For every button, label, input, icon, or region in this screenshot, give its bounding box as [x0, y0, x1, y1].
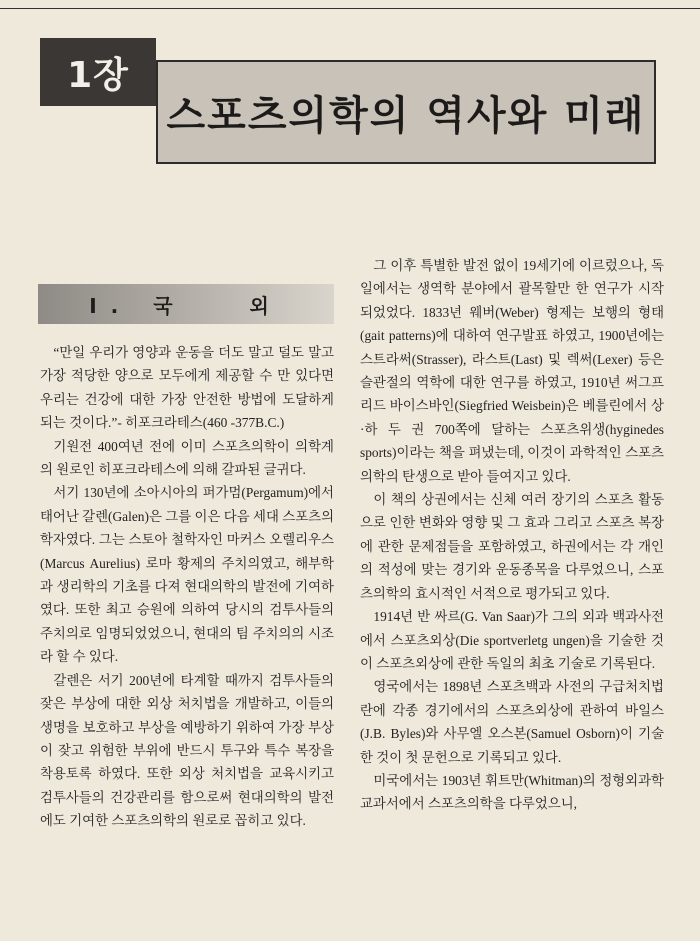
section-heading-text: I. 국 외	[89, 293, 283, 318]
paragraph: 그 이후 특별한 발전 없이 19세기에 이르렀으나, 독일에서는 생역학 분야에서 괄목할만 한 연구가 시작 되었었다. 1833년 웨버(Weber) 형제는 보행의 형태(gait patterns)에 대하여 연구발표 하였고, 1900년에는 스트라써(Strasser), 라스트(Last) 및 렉써(Lexer) 등은 슬관절의 역학에 대한 연구를 하였고, 1910년 써그프리드 바이스바인(Siegfried Weisbein)은 베를린에서 상·하 두 권 700쪽에 달하는 스포츠위생(hyginedes sports)이라는 책을 펴냈는데, 이것이 과학적인 스포츠의학의 탄생으로 받아 들여지고 있다.	[360, 258, 664, 484]
right-column	[360, 254, 664, 816]
top-rule	[0, 8, 700, 9]
paragraph: 서기 130년에 소아시아의 퍼가멈(Pergamum)에서 태어난 갈렌(Galen)은 그를 이은 다음 세대 스포츠의학자였다. 그는 스토아 철학자인 마커스 오렐리우스(Marcus Aurelius) 로마 황제의 주치의였고, 해부학과 생리학의 기초를 다져 현대의학의 발전에 기여하였다. 또한 최고 승원에 의하여 당시의 검투사들의 주치의로 임명되었었으니, 현대의 팀 주치의의 시조라 할 수 있다.	[40, 485, 334, 665]
paragraph: 기원전 400여년 전에 이미 스포츠의학이 의학계의 원로인 히포크라테스에 의해 갈파된 글귀다.	[40, 438, 334, 478]
paragraph: 이 책의 상권에서는 신체 여러 장기의 스포츠 활동으로 인한 변화와 영향 및 그 효과 그리고 스포츠 복장에 관한 문제점들을 포함하였고, 하권에서는 각 개인의 적성에 맞는 경기와 운동종목을 다루었으니, 스포츠의학의 효시적인 서적으로 평가되고 있다.	[360, 492, 664, 601]
chapter-title: 스포츠의학의 역사와 미래	[166, 92, 646, 139]
section-heading	[38, 284, 334, 324]
paragraph: “만일 우리가 영양과 운동을 더도 말고 덜도 말고 가장 적당한 양으로 모두에게 제공할 수 만 있다면 우리는 건강에 대한 가장 안전한 방법에 도달하게 되는 것이다.”- 히포크라테스(460 -377B.C.)	[40, 345, 334, 431]
chapter-title-box	[156, 60, 656, 164]
left-column	[40, 341, 334, 833]
paragraph: 갈렌은 서기 200년에 타계할 때까지 검투사들의 잦은 부상에 대한 외상 처치법을 개발하고, 이들의 생명을 보호하고 부상을 예방하기 위하여 가장 부상이 잦고 위험한 부위에 반드시 투구와 특수 복장을 착용토록 하였다. 또한 외상 처치법을 교육시키고 검투사들의 건강관리를 함으로써 현대의학의 발전에도 기여한 스포츠의학의 원로로 꼽히고 있다.	[40, 672, 334, 829]
paragraph: 1914년 반 싸르(G. Van Saar)가 그의 외과 백과사전에서 스포츠외상(Die sportverletg ungen)을 기술한 것이 스포츠외상에 관한 독일의 최초 기술로 기록된다.	[360, 609, 664, 671]
paragraph: 미국에서는 1903년 휘트만(Whitman)의 정형외과학 교과서에서 스포츠의학을 다루었으니,	[360, 772, 664, 812]
chapter-header	[40, 38, 658, 166]
paragraph: 영국에서는 1898년 스포츠백과 사전의 구급처치법란에 각종 경기에서의 스포츠외상에 관하여 바일스(J.B. Byles)와 사무엘 오스본(Samuel Osborn)이 기술한 것이 첫 문헌으로 기록되고 있다.	[360, 679, 664, 765]
chapter-number: 1장	[40, 38, 156, 106]
